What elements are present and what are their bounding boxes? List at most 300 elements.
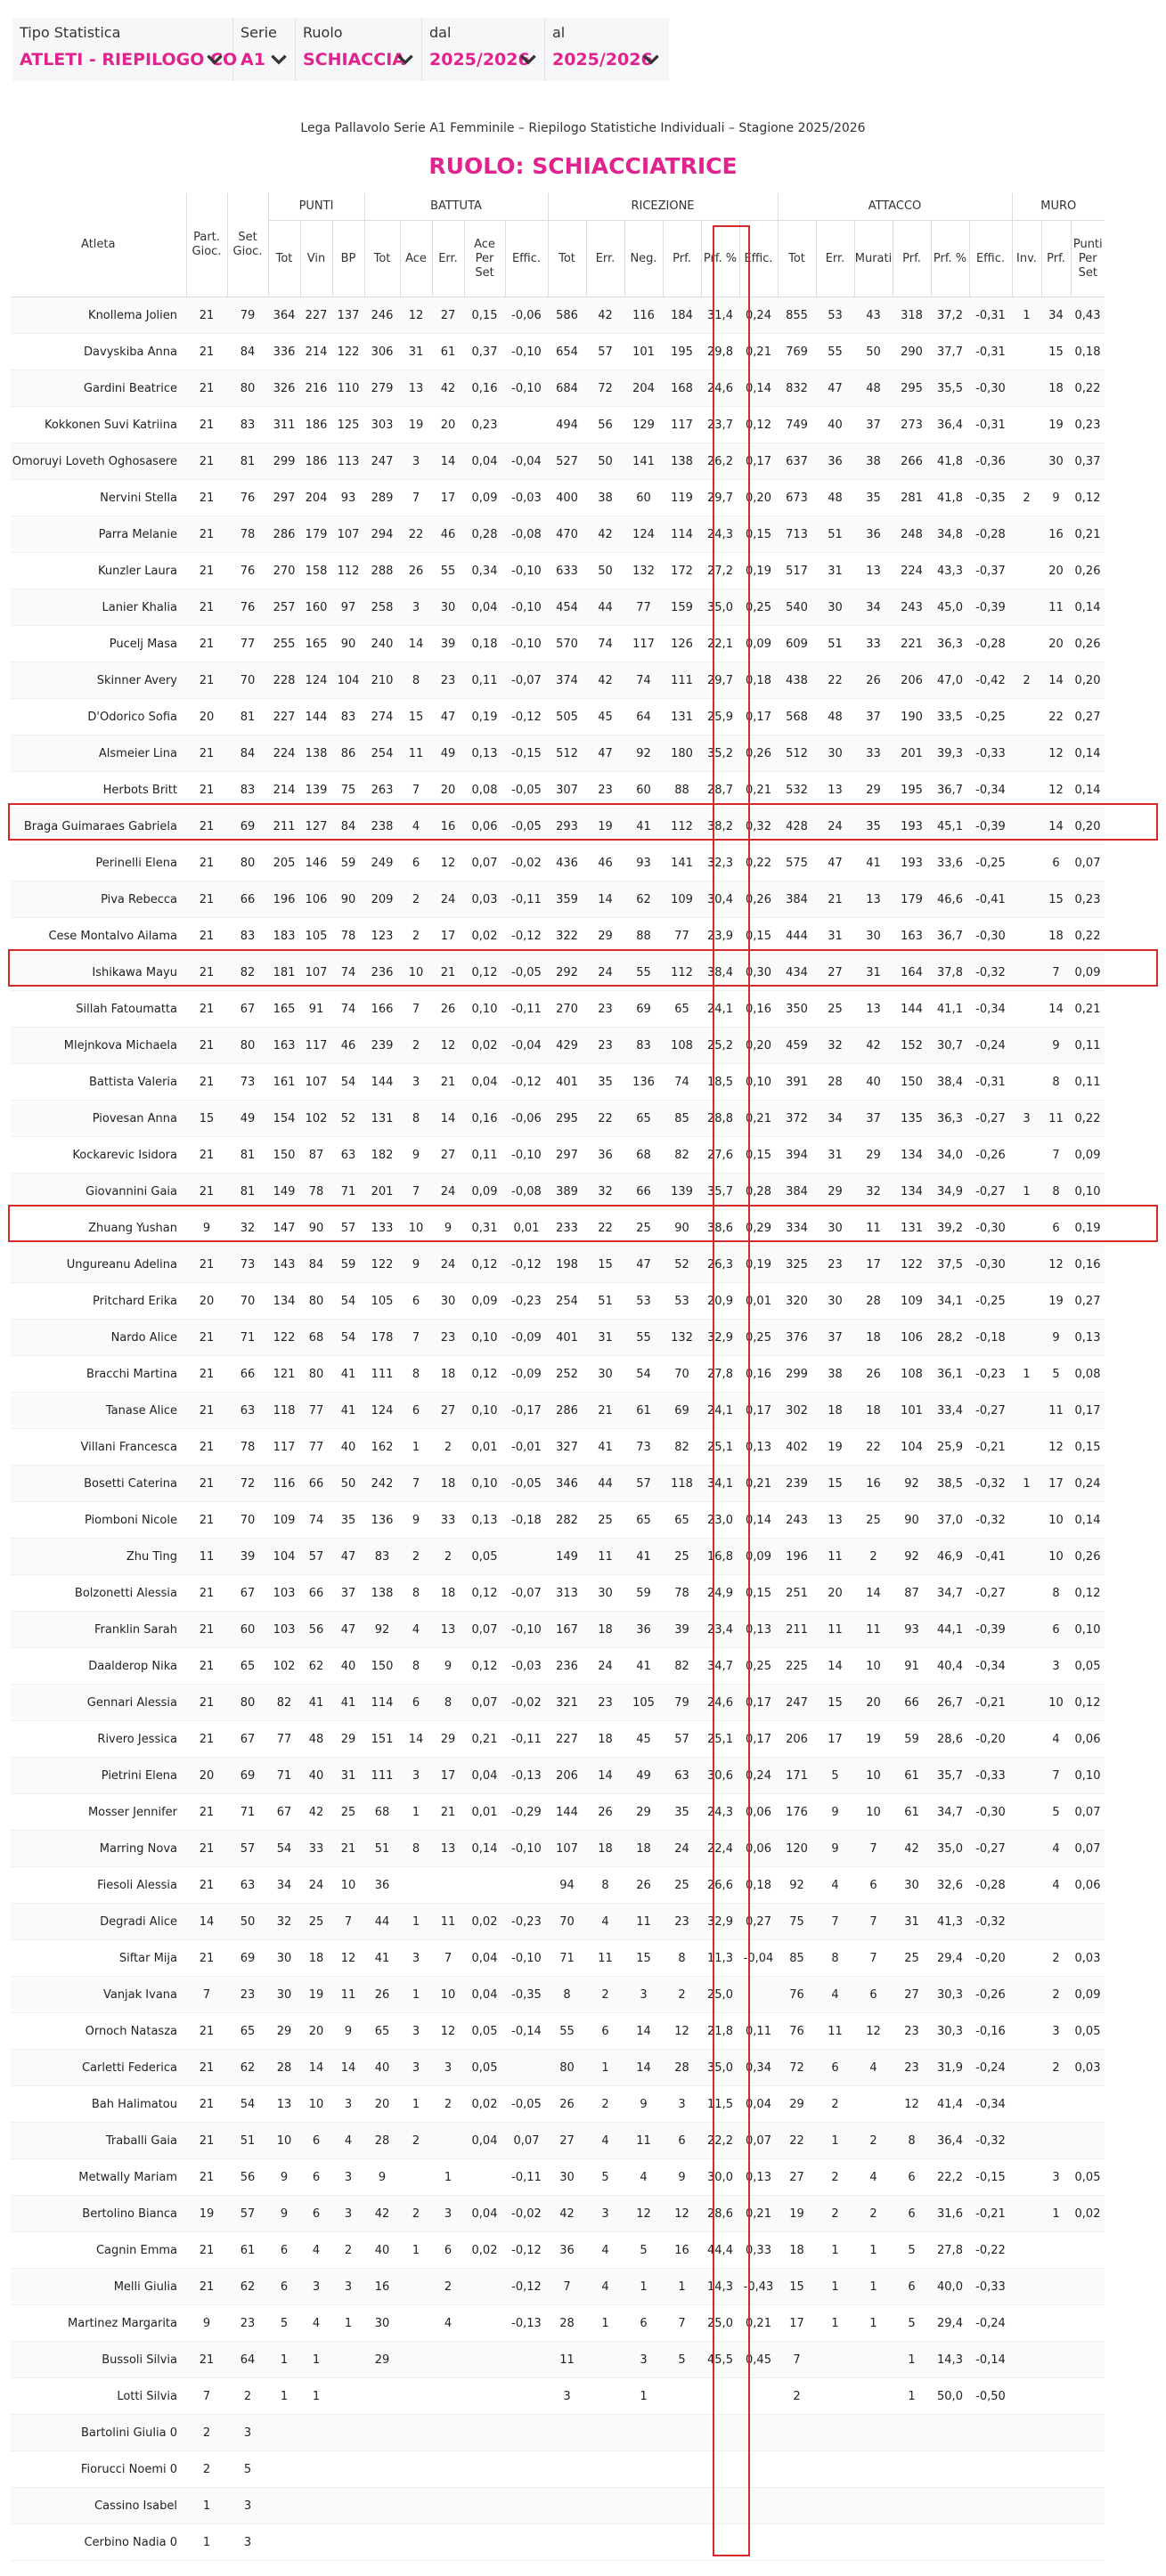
table-cell [268,2415,300,2451]
table-cell: 22,4 [701,1831,739,1867]
table-cell: -0,33 [969,735,1012,772]
table-row [11,1758,1105,1794]
table-cell: 322 [548,918,586,955]
col-header[interactable]: Effic. [969,221,1012,297]
table-cell [1012,1393,1041,1429]
col-header[interactable]: Err. [816,221,854,297]
athlete-name-cell[interactable]: Carletti Federica [11,2050,186,2086]
table-cell: 384 [778,1174,816,1210]
filter-dal[interactable] [422,18,545,81]
table-cell: 769 [778,334,816,370]
table-cell: 111 [364,1758,400,1794]
col-header[interactable]: Tot [778,221,816,297]
table-cell: 0,04 [464,443,505,480]
table-cell: 45,1 [931,809,969,845]
table-cell: 2 [854,1539,893,1575]
col-header-atleta[interactable]: Atleta [11,193,186,297]
athlete-name-cell[interactable]: Parra Melanie [11,516,186,553]
table-cell: 11,3 [701,1940,739,1977]
athlete-name-cell[interactable]: Gardini Beatrice [11,370,186,407]
table-cell: 2 [1041,1940,1071,1977]
table-cell: 470 [548,516,586,553]
table-cell: 4 [816,1977,854,2013]
athlete-name-cell[interactable]: Gennari Alessia [11,1685,186,1721]
table-cell: 0,21 [1071,991,1105,1028]
filter-value[interactable]: 2025/2026 [429,50,530,69]
table-cell: 190 [893,699,931,735]
athlete-name-cell[interactable]: Piovesan Anna [11,1101,186,1137]
filter-value[interactable]: SCHIACCIA [303,50,405,69]
athlete-name-cell[interactable]: Metwally Mariam [11,2159,186,2196]
table-cell: 57 [227,1831,268,1867]
table-cell: 6 [1041,845,1071,882]
table-cell: 0,28 [464,516,505,553]
athlete-name-cell[interactable]: Martinez Margarita [11,2305,186,2342]
filter-ruolo[interactable] [296,18,422,81]
table-cell: 247 [364,443,400,480]
athlete-name-cell[interactable]: Davyskiba Anna [11,334,186,370]
table-cell: 0,31 [464,1210,505,1247]
athlete-name-cell[interactable]: Battista Valeria [11,1064,186,1101]
filter-tipo-statistica[interactable] [12,18,238,81]
athlete-name-cell[interactable]: Ornoch Natasza [11,2013,186,2050]
table-cell: -0,41 [969,1539,1012,1575]
table-cell: 21 [186,735,227,772]
filter-bar [12,18,669,81]
table-row [11,1466,1105,1502]
table-cell: 0,23 [1071,882,1105,918]
athlete-name-cell[interactable]: Fiorucci Noemi 0 [11,2451,186,2488]
athlete-name-cell[interactable]: Zhu Ting [11,1539,186,1575]
table-cell: 9 [400,1502,432,1539]
table-cell: -0,22 [969,2232,1012,2269]
athlete-name-cell[interactable]: Bartolini Giulia 0 [11,2415,186,2451]
athlete-name-cell[interactable]: Alsmeier Lina [11,735,186,772]
table-cell: 0,17 [739,1721,778,1758]
athlete-name-cell[interactable]: Piva Rebecca [11,882,186,918]
table-cell [548,2451,586,2488]
table-cell: 5 [268,2305,300,2342]
table-cell: 306 [364,334,400,370]
col-header[interactable]: Prf. % [701,221,739,297]
athlete-name-cell[interactable]: Mlejnkova Michaela [11,1028,186,1064]
table-cell: 270 [548,991,586,1028]
table-cell: 2 [400,1539,432,1575]
table-cell: 40,4 [931,1648,969,1685]
athlete-name-cell[interactable]: Perinelli Elena [11,845,186,882]
athlete-name-cell[interactable]: Bussoli Silvia [11,2342,186,2378]
table-cell: -0,02 [505,2196,548,2232]
table-cell: 24,3 [701,1794,739,1831]
athlete-name-cell[interactable]: Kunzler Laura [11,553,186,589]
col-header[interactable]: Prf. [1041,221,1071,297]
table-cell: 1 [300,2342,332,2378]
table-cell: 92 [893,1466,931,1502]
col-header[interactable]: Tot [548,221,586,297]
table-cell: 0,12 [1071,1575,1105,1612]
table-cell: 47 [624,1247,663,1283]
table-cell: -0,32 [969,1904,1012,1940]
table-cell: 18 [1041,370,1071,407]
athlete-name-cell[interactable]: Bertolino Bianca [11,2196,186,2232]
athlete-name-cell[interactable]: Siftar Mija [11,1940,186,1977]
table-cell: 1 [400,1794,432,1831]
col-header[interactable]: Punti Per Set [1071,221,1105,297]
athlete-name-cell[interactable]: Franklin Sarah [11,1612,186,1648]
table-cell: 14,3 [931,2342,969,2378]
table-cell: 41,4 [931,2086,969,2123]
athlete-name-cell[interactable]: Daalderop Nika [11,1648,186,1685]
athlete-name-cell[interactable]: Cagnin Emma [11,2232,186,2269]
table-cell: 295 [548,1101,586,1137]
table-cell: 0,19 [739,1247,778,1283]
table-cell: 20 [364,2086,400,2123]
col-header[interactable]: Tot [268,221,300,297]
table-cell: 216 [300,370,332,407]
col-header[interactable]: Murati [854,221,893,297]
table-cell: 12 [893,2086,931,2123]
table-cell: 146 [300,845,332,882]
athlete-name-cell[interactable]: Marring Nova [11,1831,186,1867]
table-cell: -0,12 [505,918,548,955]
table-cell: 249 [364,845,400,882]
athlete-name-cell[interactable]: Nardo Alice [11,1320,186,1356]
table-cell: 0,16 [464,370,505,407]
table-cell: 67 [268,1794,300,1831]
athlete-name-cell[interactable]: Traballi Gaia [11,2123,186,2159]
table-cell: 31 [400,334,432,370]
table-cell: -0,08 [505,1174,548,1210]
table-cell: 38,4 [931,1064,969,1101]
col-header[interactable]: Inv. [1012,221,1041,297]
table-cell: 336 [268,334,300,370]
table-cell [1071,2123,1105,2159]
table-cell: 21 [186,1320,227,1356]
table-cell: 286 [268,516,300,553]
athlete-name-cell[interactable]: Piomboni Nicole [11,1502,186,1539]
table-cell [1071,2415,1105,2451]
athlete-name-cell[interactable]: Pietrini Elena [11,1758,186,1794]
table-cell: -0,12 [505,1064,548,1101]
athlete-name-cell[interactable]: Kockarevic Isidora [11,1137,186,1174]
table-cell: 7 [400,1174,432,1210]
athlete-name-cell[interactable]: Pritchard Erika [11,1283,186,1320]
athlete-name-cell[interactable]: Giovannini Gaia [11,1174,186,1210]
athlete-name-cell[interactable]: Fiesoli Alessia [11,1867,186,1904]
col-header[interactable]: Ace [400,221,432,297]
table-cell: 0,16 [1071,1247,1105,1283]
filter-al[interactable] [545,18,669,81]
table-cell: 47,0 [931,662,969,699]
col-header[interactable]: Effic. [505,221,548,297]
table-cell: 0,16 [464,1101,505,1137]
table-cell: 211 [778,1612,816,1648]
table-cell: 37,2 [931,297,969,334]
table-cell [1041,2451,1071,2488]
table-cell: 141 [624,443,663,480]
athlete-name-cell[interactable]: Cerbino Nadia 0 [11,2524,186,2561]
col-header[interactable]: Err. [432,221,464,297]
table-cell: 236 [364,955,400,991]
table-cell: 172 [663,553,701,589]
table-cell: 14 [400,1721,432,1758]
table-cell: 20 [1041,553,1071,589]
table-cell: 38,4 [701,955,739,991]
table-cell: 21 [186,297,227,334]
table-cell: 24 [586,955,624,991]
athlete-name-cell[interactable]: Zhuang Yushan [11,1210,186,1247]
athlete-name-cell[interactable]: Sillah Fatoumatta [11,991,186,1028]
table-cell: 35,2 [701,735,739,772]
athlete-name-cell[interactable]: Skinner Avery [11,662,186,699]
table-cell [1012,918,1041,955]
athlete-name-cell[interactable]: Braga Guimaraes Gabriela [11,809,186,845]
athlete-name-cell[interactable]: Bolzonetti Alessia [11,1575,186,1612]
chevron-down-icon[interactable] [203,48,226,71]
table-cell: 24,1 [701,1393,739,1429]
filter-serie[interactable] [233,18,296,81]
athlete-name-cell[interactable]: Ungureanu Adelina [11,1247,186,1283]
table-cell: 1 [624,2269,663,2305]
col-header[interactable]: Set Gioc. [227,193,268,297]
table-cell: 54 [624,1356,663,1393]
table-cell [464,2488,505,2524]
table-cell: 4 [400,809,432,845]
table-cell: 90 [332,626,364,662]
table-cell: 65 [364,2013,400,2050]
table-cell: 49 [624,1758,663,1794]
table-cell [778,2415,816,2451]
table-cell [854,2415,893,2451]
table-cell [1012,809,1041,845]
table-cell: 20 [1041,626,1071,662]
table-cell: 247 [778,1685,816,1721]
athlete-name-cell[interactable]: Knollema Jolien [11,297,186,334]
table-cell [400,2451,432,2488]
table-cell [739,2488,778,2524]
filter-value[interactable]: A1 [241,50,265,69]
table-cell: 394 [778,1137,816,1174]
table-cell [854,2342,893,2378]
table-cell: 26 [586,1794,624,1831]
table-cell: 93 [332,480,364,516]
table-cell: 122 [332,334,364,370]
col-header[interactable]: BP [332,221,364,297]
table-cell: 109 [893,1283,931,1320]
athlete-name-cell[interactable]: Bah Halimatou [11,2086,186,2123]
athlete-name-cell[interactable]: Lotti Silvia [11,2378,186,2415]
table-cell: 18 [1041,918,1071,955]
athlete-name-cell[interactable]: Mosser Jennifer [11,1794,186,1831]
athlete-name-cell[interactable]: Degradi Alice [11,1904,186,1940]
table-cell: 81 [227,1174,268,1210]
table-cell: 11 [586,1539,624,1575]
table-cell: 4 [300,2232,332,2269]
athlete-name-cell[interactable]: Kokkonen Suvi Katriina [11,407,186,443]
table-cell [1012,991,1041,1028]
table-cell: -0,27 [969,1575,1012,1612]
col-header[interactable]: Prf. [663,221,701,297]
table-cell [778,2451,816,2488]
table-cell: 47 [816,845,854,882]
table-cell: 179 [893,882,931,918]
athlete-name-cell[interactable]: Lanier Khalia [11,589,186,626]
chevron-down-icon[interactable] [394,48,417,71]
table-cell: 1 [1012,297,1041,334]
table-cell: 55 [816,334,854,370]
table-cell: -0,04 [505,443,548,480]
table-cell: 0,21 [739,2196,778,2232]
athlete-name-cell[interactable]: Cassino Isabel [11,2488,186,2524]
table-cell: 40,0 [931,2269,969,2305]
table-cell [1012,2050,1041,2086]
chevron-down-icon[interactable] [517,48,540,71]
athlete-name-cell[interactable]: Bosetti Caterina [11,1466,186,1502]
athlete-name-cell[interactable]: D'Odorico Sofia [11,699,186,735]
table-cell: 3 [332,2086,364,2123]
table-cell: 4 [586,1904,624,1940]
table-cell: -0,27 [969,1393,1012,1429]
table-cell: 9 [186,1210,227,1247]
table-cell [1012,1685,1041,1721]
col-header[interactable]: Prf. % [931,221,969,297]
table-cell [505,2451,548,2488]
table-cell: 105 [624,1685,663,1721]
athlete-name-cell[interactable]: Vanjak Ivana [11,1977,186,2013]
table-cell [364,2524,400,2561]
table-cell: 21,8 [701,2013,739,2050]
table-cell: 101 [624,334,663,370]
table-cell: 29 [332,1721,364,1758]
table-cell: 23 [816,1247,854,1283]
table-cell: 21 [186,370,227,407]
chevron-down-icon[interactable] [640,48,663,71]
table-cell: 274 [364,699,400,735]
table-cell: 27 [432,1137,464,1174]
chevron-down-icon[interactable] [267,48,290,71]
table-cell: 76 [778,1977,816,2013]
table-cell: 2 [432,2086,464,2123]
table-cell: 21 [186,1721,227,1758]
table-cell: -0,03 [505,480,548,516]
table-cell: 41,8 [931,480,969,516]
col-header[interactable]: Err. [586,221,624,297]
table-cell: 206 [893,662,931,699]
table-cell: 1 [268,2342,300,2378]
table-cell: -0,31 [969,1064,1012,1101]
table-cell: 111 [364,1356,400,1393]
col-header[interactable]: Effic. [739,221,778,297]
col-header[interactable]: Tot [364,221,400,297]
col-header[interactable]: Part. Gioc. [186,193,227,297]
table-cell: 7 [778,2342,816,2378]
table-cell: 32 [227,1210,268,1247]
col-header[interactable]: Ace Per Set [464,221,505,297]
table-cell: 30,3 [931,1977,969,2013]
table-cell [1041,1904,1071,1940]
filter-value[interactable]: 2025/2026 [552,50,653,69]
table-cell [1012,1867,1041,1904]
athlete-name-cell[interactable]: Herbots Britt [11,772,186,809]
table-cell: 24 [663,1831,701,1867]
table-row [11,2159,1105,2196]
table-cell: 0,12 [1071,480,1105,516]
table-cell: 4 [586,2232,624,2269]
table-cell: 124 [624,516,663,553]
table-cell: 517 [778,553,816,589]
table-cell: 76 [227,589,268,626]
table-cell: 21 [186,1137,227,1174]
table-cell: 112 [663,955,701,991]
table-row [11,1648,1105,1685]
table-cell: 132 [663,1320,701,1356]
table-cell: 70 [227,662,268,699]
table-cell: -0,30 [969,1247,1012,1283]
athlete-name-cell[interactable]: Rivero Jessica [11,1721,186,1758]
athlete-name-cell[interactable]: Villani Francesca [11,1429,186,1466]
table-cell: 144 [893,991,931,1028]
col-header[interactable]: Neg. [624,221,663,297]
table-cell: -0,23 [969,1356,1012,1393]
table-cell: 23 [586,1028,624,1064]
table-cell: 61 [432,334,464,370]
table-cell [893,2415,931,2451]
athlete-name-cell[interactable]: Tanase Alice [11,1393,186,1429]
stats-table [11,193,1105,2561]
athlete-name-cell[interactable]: Cese Montalvo Ailama [11,918,186,955]
athlete-name-cell[interactable]: Melli Giulia [11,2269,186,2305]
table-cell: 47 [586,735,624,772]
col-header[interactable]: Prf. [893,221,931,297]
table-cell [432,2123,464,2159]
table-cell: 17 [432,918,464,955]
table-cell: 29 [586,918,624,955]
table-cell: 32,9 [701,1320,739,1356]
table-cell: -0,23 [505,1904,548,1940]
table-cell: 37,5 [931,1247,969,1283]
table-cell: 54 [227,2086,268,2123]
table-cell: 92 [624,735,663,772]
table-cell: 41 [332,1685,364,1721]
athlete-name-cell[interactable]: Bracchi Martina [11,1356,186,1393]
filter-value[interactable]: ATLETI - RIEPILOGO CO [20,50,238,69]
table-cell [1012,1320,1041,1356]
table-cell: 238 [364,809,400,845]
table-cell: 195 [663,334,701,370]
table-cell: 29,7 [701,662,739,699]
table-cell: 22 [400,516,432,553]
table-cell: 6 [624,2305,663,2342]
table-cell: 18,5 [701,1064,739,1101]
table-cell: 196 [778,1539,816,1575]
table-cell: 86 [332,735,364,772]
athlete-name-cell[interactable]: Nervini Stella [11,480,186,516]
table-cell: 67 [227,991,268,1028]
table-cell: 15 [1041,334,1071,370]
athlete-name-cell[interactable]: Omoruyi Loveth Oghosasere [11,443,186,480]
table-cell [464,1867,505,1904]
table-cell: 159 [663,589,701,626]
athlete-name-cell[interactable]: Pucelj Masa [11,626,186,662]
table-cell [400,2342,432,2378]
table-cell [1012,2305,1041,2342]
table-cell: 254 [364,735,400,772]
col-header[interactable]: Vin [300,221,332,297]
table-cell: 1 [816,2232,854,2269]
table-cell: 2 [854,2123,893,2159]
table-cell: 0,14 [1071,589,1105,626]
athlete-name-cell[interactable]: Ishikawa Mayu [11,955,186,991]
